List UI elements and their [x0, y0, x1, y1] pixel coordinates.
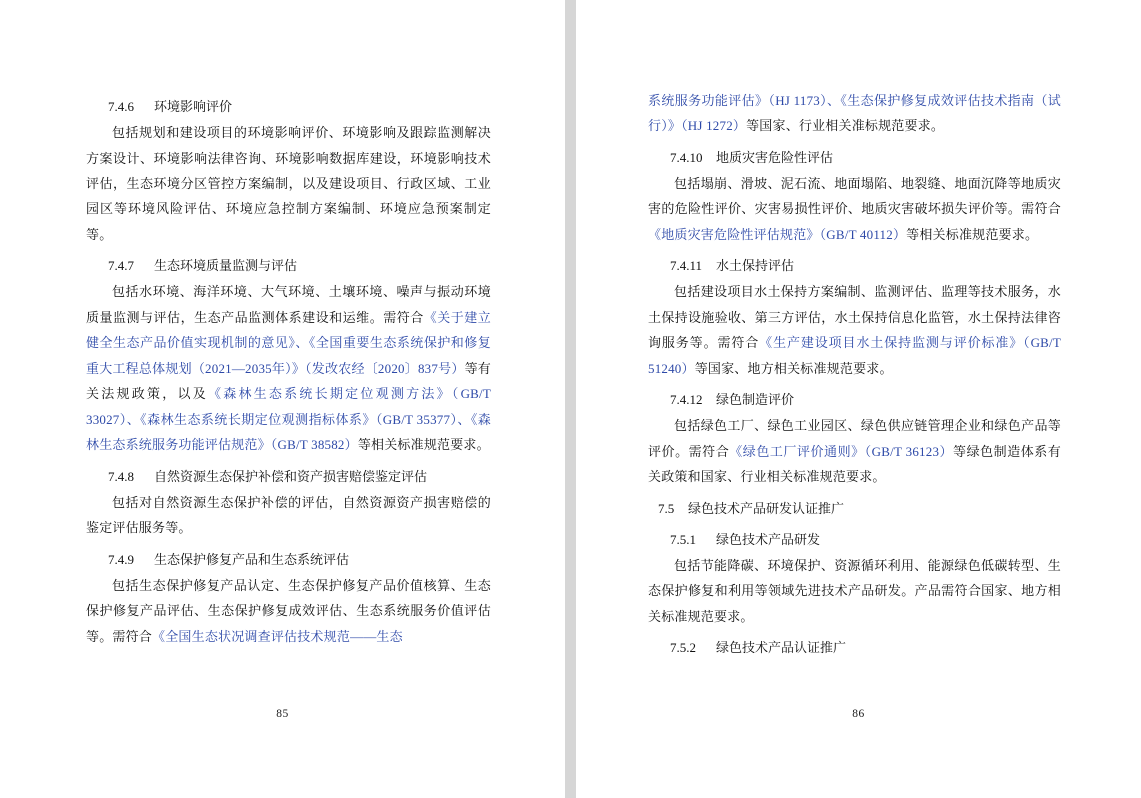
body-paragraph: [86, 573, 491, 649]
body-text: 包括生态保护修复产品认定、生态保护修复产品价值核算、生态保护修复产品评估、生态保护修复成效评估、生态系统服务价值评估等。需符合: [86, 577, 491, 644]
heading-number: 7.4.7: [108, 258, 134, 274]
standard-reference: 《地质灾害危险性评估规范》（GB/T 40112）: [648, 226, 907, 242]
body-text: 包括塌崩、滑坡、泥石流、地面塌陷、地裂缝、地面沉降等地质灾害的危险性评价、灾害易损性评价、地质灾害破坏损失评价等。需符合: [648, 175, 1061, 217]
section-heading: [648, 636, 1061, 660]
heading-number: 7.4.6: [108, 99, 134, 114]
heading-number: 7.4.12: [670, 392, 703, 408]
body-text: 包括建设项目水土保持方案编制、监测评估、监理等技术服务，水土保持设施验收、第三方评估，水土保持信息化监管，水土保持法律咨询服务等。需符合: [648, 284, 1061, 351]
heading-title: 自然资源生态保护补偿和资产损害赔偿鉴定评估: [154, 468, 428, 484]
section-heading: [86, 95, 491, 119]
body-paragraph: 包括对自然资源生态保护补偿的评估，自然资源资产损害赔偿的鉴定评估服务等。: [86, 494, 491, 536]
body-text: 等国家、行业相关准标规范要求。: [746, 118, 945, 134]
section-heading: [86, 254, 491, 278]
body-paragraph: 包括节能降碳、环境保护、资源循环利用、能源绿色低碳转型、生态保护修复和利用等领域先进技术产品研发。产品需符合国家、地方相关标准规范要求。: [648, 557, 1061, 624]
standard-reference: 《森林生态系统长期定位观测方法》（GB/T 33027）、《森林生态系统长期定位观测指标体系》（GB/T 35377）、《森林生态系统服务功能评估规范》（GB/T 38582）: [86, 386, 491, 453]
heading-title: 地质灾害危险性评估: [716, 149, 834, 165]
body-text: 等相关标准规范要求。: [906, 226, 1039, 242]
body-paragraph: [648, 279, 1061, 381]
heading-title: 水土保持评估: [716, 258, 795, 274]
heading-title: 绿色制造评价: [716, 392, 795, 408]
heading-number: 7.4.9: [108, 551, 134, 567]
body-text: 等有关法规政策，以及: [86, 360, 491, 402]
body-text: 包括绿色工厂、绿色工业园区、绿色供应链管理企业和绿色产品等评价。需符合: [648, 418, 1061, 459]
heading-title: 绿色技术产品研发: [716, 531, 821, 547]
heading-number: 7.5.2: [670, 640, 696, 656]
heading-number: 7.5: [658, 500, 675, 516]
section-heading: [86, 465, 491, 489]
page-number-left: 85: [276, 708, 289, 720]
heading-number: 7.4.11: [670, 258, 703, 274]
body-text: 等绿色制造体系有关政策和国家、行业相关标准规范要求。: [648, 443, 1062, 485]
section-heading: [648, 388, 1061, 412]
standard-reference: 《生产建设项目水土保持监测与评价标准》（GB/T 51240）: [648, 335, 1061, 376]
standard-reference: 系统服务功能评估》（HJ 1173）、《生态保护修复成效评估技术指南（试行）》（HJ 1272）: [648, 93, 1061, 134]
heading-number: 7.4.8: [108, 468, 134, 484]
body-paragraph: [648, 171, 1061, 247]
body-text: 包括水环境、海洋环境、大气环境、土壤环境、噪声与振动环境质量监测与评估，生态产品监测体系建设和运维。需符合: [86, 284, 491, 325]
heading-number: 7.4.10: [670, 149, 703, 165]
standard-reference: 《全国生态状况调查评估技术规范——生态: [152, 628, 403, 644]
document-page-right: [576, 0, 1141, 798]
standard-reference: 《关于建立健全生态产品价值实现机制的意见》、《全国重要生态系统保护和修复重大工程总体规划（2021—2035年）》（发改农经〔2020〕837号）: [86, 309, 491, 376]
section-heading: [86, 548, 491, 572]
heading-title: 环境影响评价: [154, 99, 233, 114]
body-text: 等国家、地方相关标准规范要求。: [694, 360, 893, 376]
body-paragraph: [648, 413, 1061, 489]
body-paragraph: 包括规划和建设项目的环境影响评价、环境影响及跟踪监测解决方案设计、环境影响法律咨询、环境影响数据库建设，环境影响技术评估，生态环境分区管控方案编制，以及建设项目、行政区域、工业园区等环境风险评估、环境应急控制方案编制、环境应急预案制定等。: [86, 125, 491, 242]
page-right-content: [576, 0, 1141, 798]
section-heading: [648, 497, 1061, 521]
section-heading: [648, 528, 1061, 552]
heading-number: 7.5.1: [670, 531, 696, 547]
standard-reference: 《绿色工厂评价通则》（GB/T 36123）: [729, 443, 954, 459]
section-heading: [648, 146, 1061, 170]
body-paragraph: [648, 88, 1061, 139]
page-left-content: [0, 0, 565, 798]
document-page-left: [0, 0, 565, 798]
heading-title: 绿色技术产品研发认证推广: [688, 500, 845, 516]
page-number-right: 86: [852, 708, 865, 720]
heading-title: 生态环境质量监测与评估: [154, 258, 298, 274]
body-text: 等相关标准规范要求。: [357, 437, 490, 453]
heading-title: 生态保护修复产品和生态系统评估: [154, 551, 350, 567]
section-heading: [648, 254, 1061, 278]
heading-title: 绿色技术产品认证推广: [716, 640, 847, 656]
body-paragraph: [86, 279, 491, 457]
